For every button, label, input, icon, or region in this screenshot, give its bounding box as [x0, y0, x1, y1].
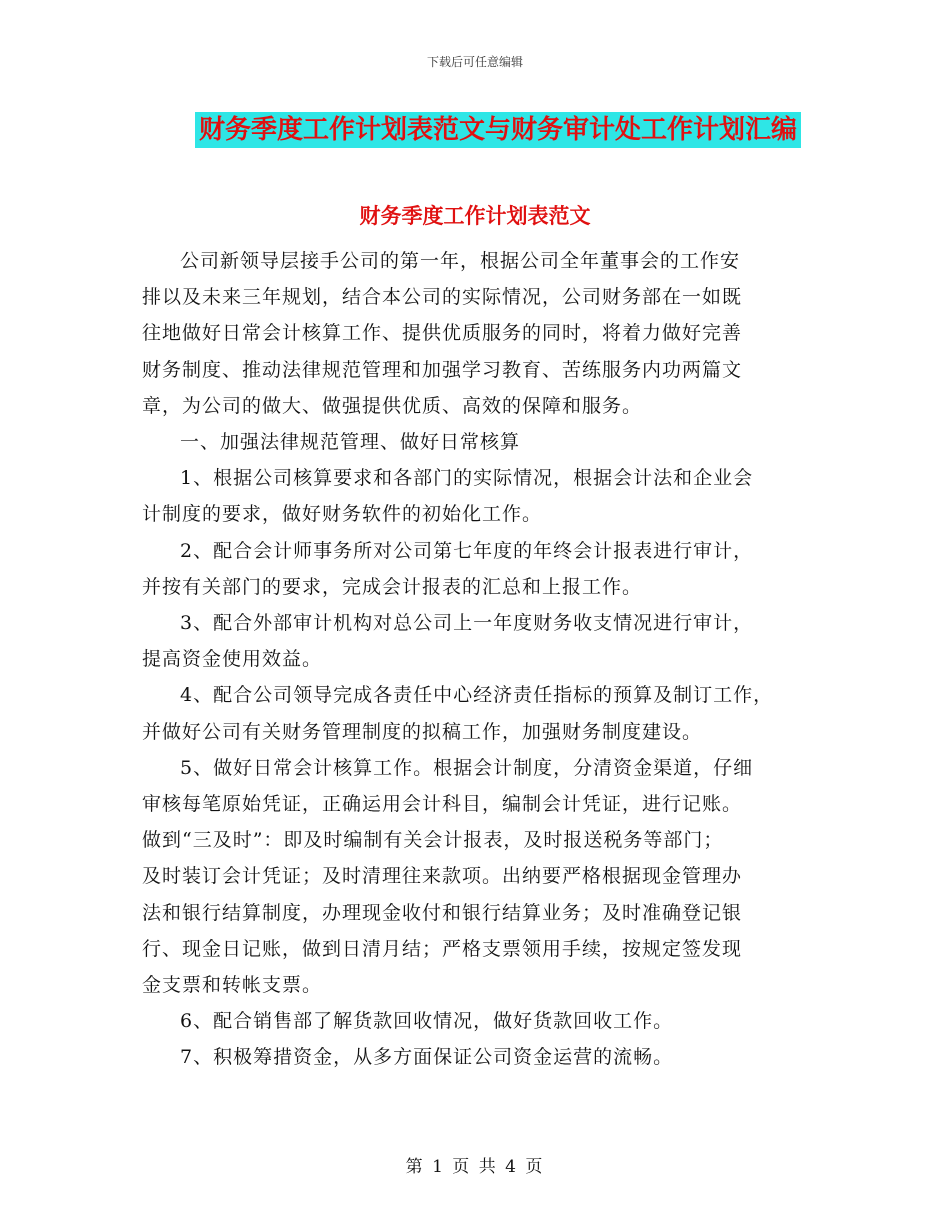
text-line: 5、做好日常会计核算工作。根据会计制度，分清资金渠道，仔细	[180, 756, 754, 779]
page-number: 第 1 页 共 4 页	[405, 1157, 545, 1177]
text-line: 往地做好日常会计核算工作、提供优质服务的同时，将着力做好完善	[142, 322, 743, 345]
text-line: 及时装订会计凭证；及时清理往来款项。出纳要严格根据现金管理办	[142, 865, 743, 888]
document-title-container	[0, 112, 950, 148]
text-line: 审核每笔原始凭证，正确运用会计科目，编制会计凭证，进行记账。	[142, 793, 743, 816]
text-line: 金支票和转帐支票。	[142, 974, 323, 997]
document-title: 财务季度工作计划表范文与财务审计处工作计划汇编	[195, 112, 801, 148]
paragraph	[142, 1003, 822, 1039]
text-line: 法和银行结算制度，办理现金收付和银行结算业务；及时准确登记银	[142, 901, 743, 924]
paragraph	[142, 243, 822, 424]
text-line: 7、积极筹措资金，从多方面保证公司资金运营的流畅。	[180, 1046, 674, 1069]
text-line: 计制度的要求，做好财务软件的初始化工作。	[142, 503, 543, 526]
text-line: 提高资金使用效益。	[142, 648, 323, 671]
text-line: 做到“三及时”：即及时编制有关会计报表，及时报送税务等部门；	[142, 829, 724, 852]
paragraph	[142, 750, 822, 1003]
text-line: 排以及未来三年规划，结合本公司的实际情况，公司财务部在一如既	[142, 286, 743, 309]
text-line: 财务制度、推动法律规范管理和加强学习教育、苦练服务内功两篇文	[142, 358, 743, 381]
document-body	[142, 243, 822, 1076]
paragraph	[142, 677, 822, 749]
text-line: 3、配合外部审计机构对总公司上一年度财务收支情况进行审计，	[180, 612, 754, 635]
paragraph-heading	[142, 424, 822, 460]
text-line: 公司新领导层接手公司的第一年，根据公司全年董事会的工作安	[180, 250, 741, 272]
section-title: 财务季度工作计划表范文	[359, 203, 591, 228]
page-header-note: 下载后可任意编辑	[426, 55, 523, 69]
text-line: 1、根据公司核算要求和各部门的实际情况，根据会计法和企业会	[180, 467, 754, 490]
text-line: 6、配合销售部了解货款回收情况，做好货款回收工作。	[180, 1010, 674, 1033]
text-line: 章，为公司的做大、做强提供优质、高效的保障和服务。	[142, 394, 643, 417]
text-line: 4、配合公司领导完成各责任中心经济责任指标的预算及制订工作，	[180, 684, 774, 707]
text-line: 并按有关部门的要求，完成会计报表的汇总和上报工作。	[142, 575, 643, 598]
text-line: 并做好公司有关财务管理制度的拟稿工作，加强财务制度建设。	[142, 720, 703, 743]
text-line: 2、配合会计师事务所对公司第七年度的年终会计报表进行审计，	[180, 539, 754, 562]
text-line: 一、加强法律规范管理、做好日常核算	[180, 431, 521, 454]
paragraph	[142, 1039, 822, 1075]
text-line: 行、现金日记账，做到日清月结；严格支票领用手续，按规定签发现	[142, 937, 743, 960]
paragraph	[142, 605, 822, 677]
paragraph	[142, 460, 822, 532]
paragraph	[142, 533, 822, 605]
